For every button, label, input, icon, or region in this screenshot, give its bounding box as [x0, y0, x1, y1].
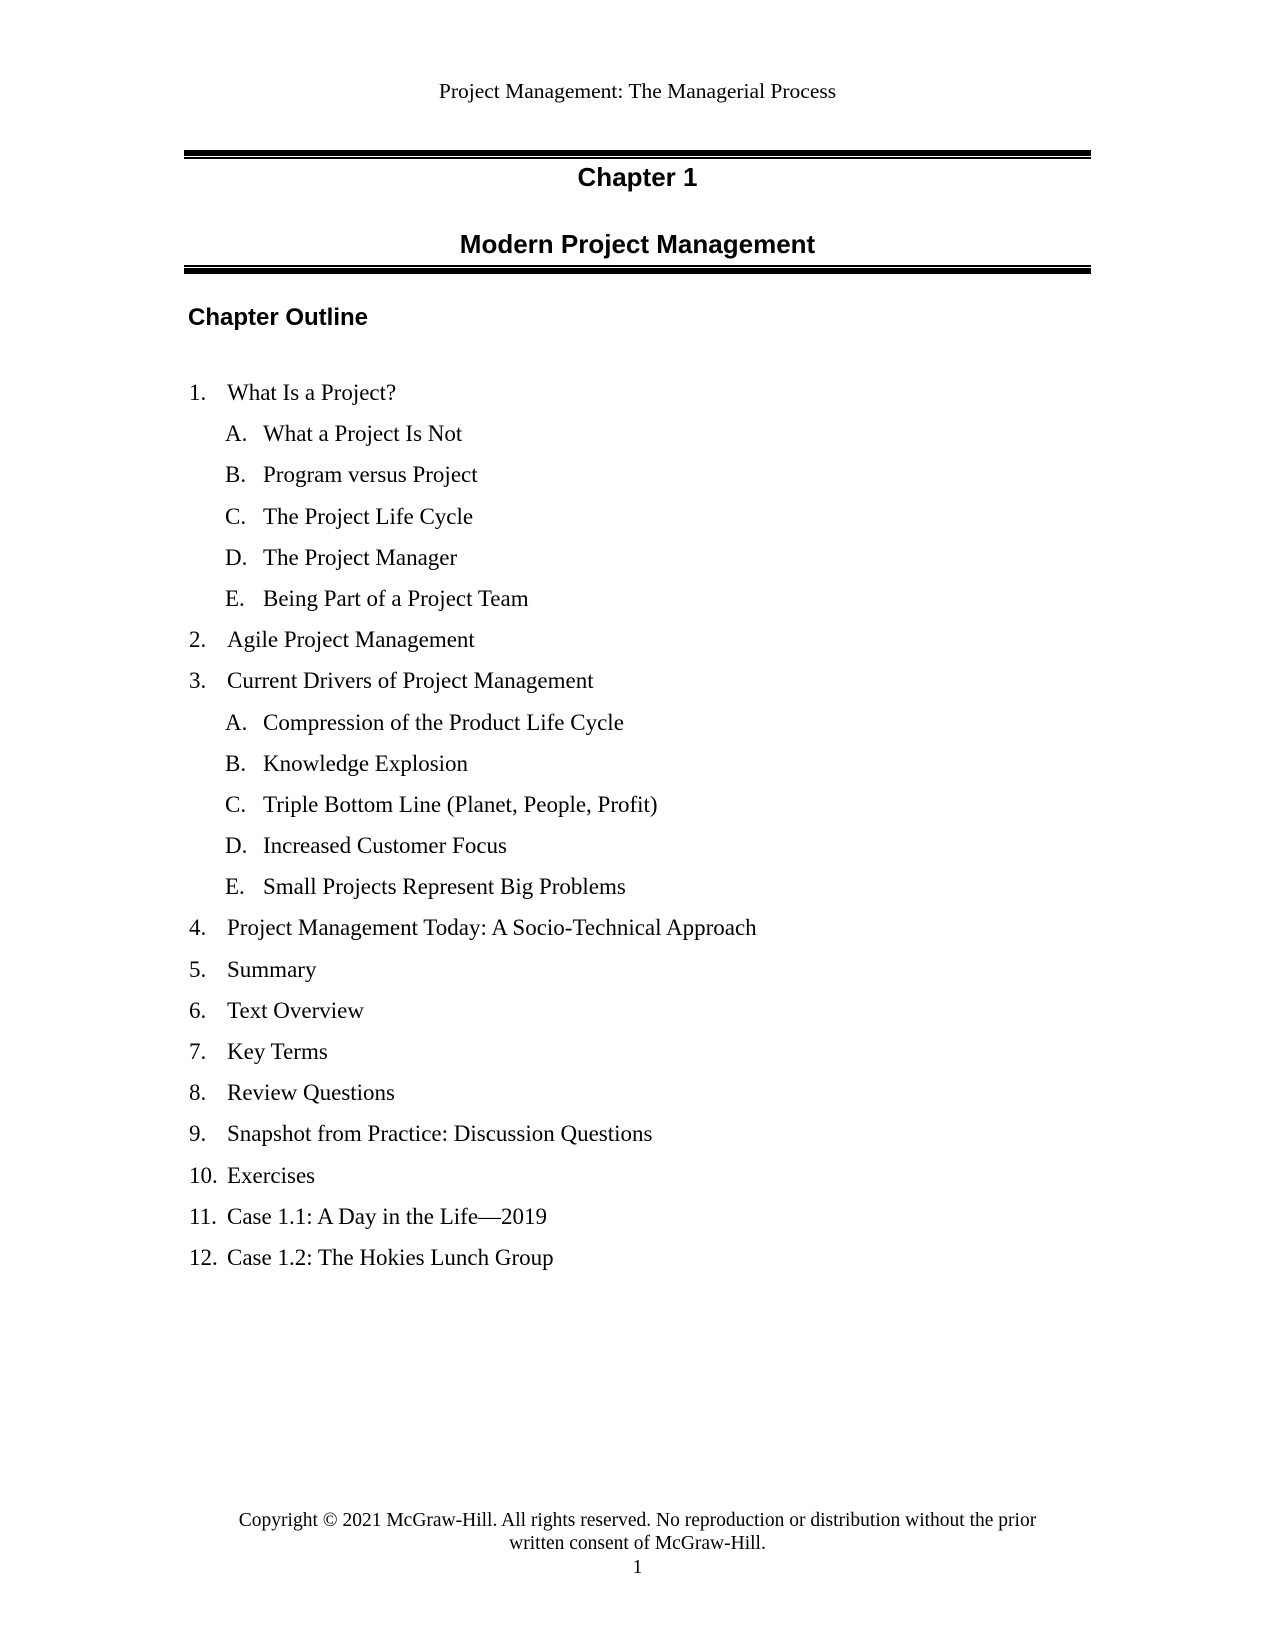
chapter-number: Chapter 1 — [577, 162, 698, 192]
outline-subitem — [0, 503, 1275, 544]
item-text: Snapshot from Practice: Discussion Questions — [227, 1121, 653, 1147]
item-text: Project Management Today: A Socio-Technical Approach — [227, 915, 757, 941]
copyright-line-2: written consent of McGraw-Hill. — [509, 1533, 766, 1554]
subitem-marker: C. — [225, 791, 247, 817]
subitem-text: Compression of the Product Life Cycle — [263, 709, 624, 735]
subitem-text: The Project Life Cycle — [263, 503, 474, 529]
subitem-text: Triple Bottom Line (Planet, People, Profit) — [263, 791, 658, 817]
subitem-marker: B. — [225, 462, 247, 488]
subitem-marker: C. — [225, 503, 247, 529]
subitem-marker: A. — [225, 709, 248, 735]
item-marker: 4. — [189, 915, 207, 941]
item-text: Text Overview — [227, 997, 364, 1023]
outline-item — [0, 1203, 1275, 1244]
outline-item — [0, 1120, 1275, 1161]
outline-item — [0, 956, 1275, 997]
outline-item — [0, 914, 1275, 955]
copyright-footer — [0, 1509, 1275, 1555]
outline-item — [0, 1244, 1275, 1285]
bottom-double-rule — [184, 265, 1091, 274]
page-number: 1 — [632, 1557, 643, 1578]
item-marker: 7. — [189, 1039, 207, 1064]
outline-subitem — [0, 420, 1275, 461]
item-marker: 10. — [189, 1162, 218, 1188]
item-marker: 11. — [189, 1203, 217, 1229]
outline-subitem — [0, 791, 1275, 832]
rule-thick-line — [184, 268, 1091, 274]
outline-item — [0, 379, 1275, 420]
subitem-marker: E. — [225, 585, 245, 611]
item-marker: 1. — [189, 380, 207, 405]
outline-item — [0, 667, 1275, 708]
subitem-text: Being Part of a Project Team — [263, 585, 529, 611]
outline-subitem — [0, 709, 1275, 750]
item-text: Key Terms — [227, 1039, 328, 1064]
item-text: Agile Project Management — [227, 627, 475, 653]
outline-subitem — [0, 585, 1275, 626]
outline-subitem — [0, 544, 1275, 585]
item-text: Case 1.2: The Hokies Lunch Group — [227, 1244, 554, 1270]
item-marker: 9. — [189, 1121, 207, 1147]
item-marker: 5. — [189, 956, 207, 982]
subitem-marker: A. — [225, 421, 248, 447]
item-text: Current Drivers of Project Management — [227, 668, 594, 694]
item-marker: 12. — [189, 1244, 218, 1270]
item-text: Summary — [227, 956, 317, 982]
item-marker: 2. — [189, 627, 207, 653]
outline-item — [0, 1038, 1275, 1079]
subitem-marker: B. — [225, 750, 247, 776]
item-text: Review Questions — [227, 1080, 396, 1106]
subitem-text: The Project Manager — [263, 544, 458, 570]
subitem-text: Program versus Project — [263, 462, 478, 488]
outline-item — [0, 1162, 1275, 1203]
outline-subitem — [0, 461, 1275, 502]
top-double-rule — [184, 150, 1091, 159]
running-header: Project Management: The Managerial Process — [438, 79, 837, 103]
outline-item — [0, 626, 1275, 667]
rule-thin-line — [184, 157, 1091, 159]
outline-subitem — [0, 832, 1275, 873]
item-text: Exercises — [227, 1162, 316, 1188]
outline-heading: Chapter Outline — [188, 304, 369, 331]
subitem-text: Small Projects Represent Big Problems — [263, 874, 626, 900]
subitem-marker: E. — [225, 874, 245, 900]
subitem-text: Increased Customer Focus — [263, 833, 507, 859]
subitem-marker: D. — [225, 833, 248, 859]
item-marker: 8. — [189, 1080, 207, 1106]
copyright-line-1: Copyright © 2021 McGraw-Hill. All rights reserved. No reproduction or distribution without the prior — [238, 1510, 1037, 1531]
outline-item — [0, 997, 1275, 1038]
item-marker: 6. — [189, 997, 207, 1023]
outline-subitem — [0, 873, 1275, 914]
item-marker: 3. — [189, 668, 207, 694]
subitem-text: What a Project Is Not — [263, 421, 463, 447]
subitem-text: Knowledge Explosion — [263, 750, 469, 776]
outline-item — [0, 1079, 1275, 1120]
chapter-title: Modern Project Management — [459, 229, 816, 259]
chapter-outline-list — [0, 379, 1275, 1285]
subitem-marker: D. — [225, 544, 248, 570]
item-text: What Is a Project? — [227, 380, 397, 405]
outline-subitem — [0, 750, 1275, 791]
item-text: Case 1.1: A Day in the Life—2019 — [227, 1203, 548, 1229]
